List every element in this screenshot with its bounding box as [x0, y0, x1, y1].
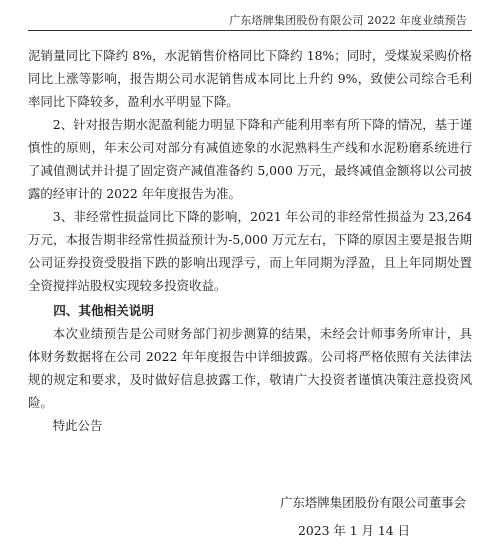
- page-header-title: 广东塔牌集团股份有限公司 2022 年度业绩预告: [229, 14, 467, 27]
- paragraph-3: 3、非经常性损益同比下降的影响，2021 年公司的非经常性损益为 23,264 万元，本报告期非经常性损益预计为-5,000 万元左右，下降的原因主要是报告期公司证券投资受股指下跌的影响出现浮亏，而上年同期为浮盈，且上年同期处置全资搅拌站股权实现较多投资收益。: [28, 209, 472, 293]
- signature-org: 广东塔牌集团股份有限公司董事会: [280, 495, 466, 510]
- header-divider: [28, 30, 472, 31]
- signature-date: 2023 年 1 月 14 日: [297, 523, 410, 538]
- paragraph-2: 2、针对报告期水泥盈利能力明显下降和产能利用率有所下降的情况，基于谨慎性的原则，年末公司对部分有减值迹象的水泥熟料生产线和水泥粉磨系统进行了减值测试并计提了固定资产减值准备约 5,000 万元，最终减值金额将以公司披露的经审计的 2022 年年度报告为准。: [28, 117, 472, 201]
- document-body: [28, 44, 472, 437]
- closing-statement: 特此公告: [52, 418, 103, 433]
- paragraph-1: 泥销量同比下降约 8%，水泥销售价格同比下降约 18%；同时，受煤炭采购价格同比上涨等影响，报告期公司水泥销售成本同比上升约 9%，致使公司综合毛利率同比下降较多，盈利水平明显下降。: [28, 48, 472, 109]
- paragraph-4: 本次业绩预告是公司财务部门初步测算的结果，未经会计师事务所审计，具体财务数据将在公司 2022 年年度报告中详细披露。公司将严格依照有关法律法规的规定和要求，及时做好信息披露工作，敬请广大投资者谨慎决策注意投资风险。: [28, 326, 472, 410]
- section-4-title: 四、其他相关说明: [53, 303, 154, 318]
